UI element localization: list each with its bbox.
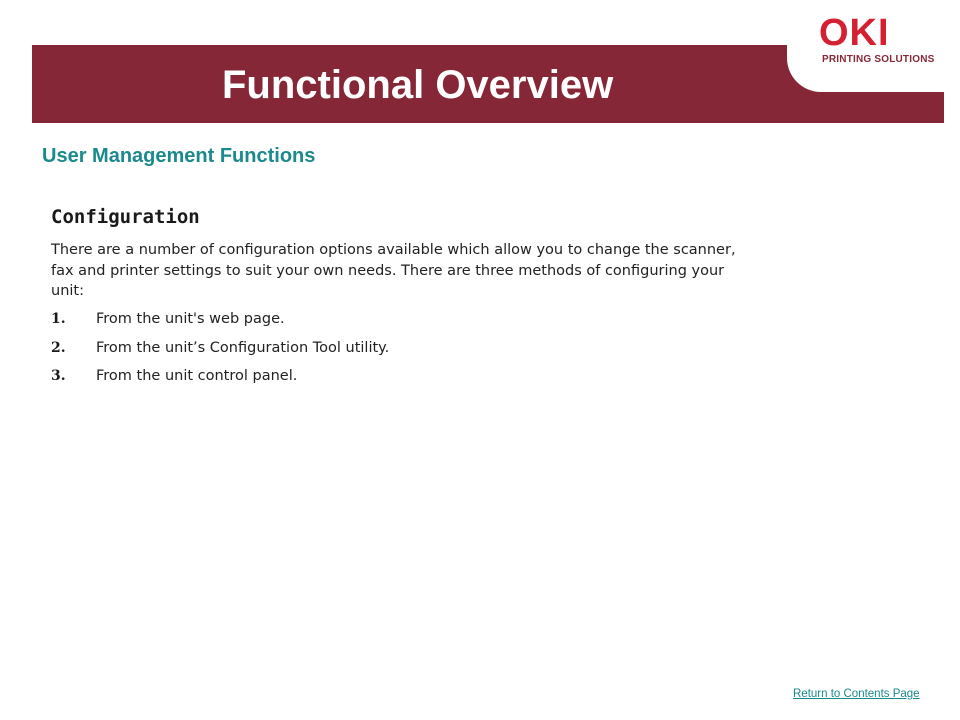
list-item-text: From the unit’s Configuration Tool utility.	[96, 339, 390, 356]
intro-paragraph: There are a number of configuration options available which allow you to change the scanner, fax and printer settings to suit your own needs. There are three methods of configuring your unit:	[51, 242, 736, 299]
logo-tagline: PRINTING SOLUTIONS	[822, 54, 935, 65]
list-item-number: 3.	[51, 368, 66, 384]
list-item-text: From the unit control panel.	[96, 368, 298, 384]
method-list	[51, 309, 389, 395]
list-item	[51, 366, 389, 395]
page-title: Functional Overview	[222, 63, 614, 107]
list-item-number: 1.	[51, 311, 66, 327]
list-item	[51, 338, 389, 367]
list-item	[51, 309, 389, 338]
subheading-configuration: Configuration	[51, 206, 200, 228]
section-heading: User Management Functions	[42, 145, 316, 167]
list-item-text: From the unit's web page.	[96, 311, 285, 327]
return-to-contents-link[interactable]: Return to Contents Page	[793, 688, 920, 700]
list-item-number: 2.	[51, 339, 66, 356]
oki-logo: OKI	[819, 12, 890, 54]
